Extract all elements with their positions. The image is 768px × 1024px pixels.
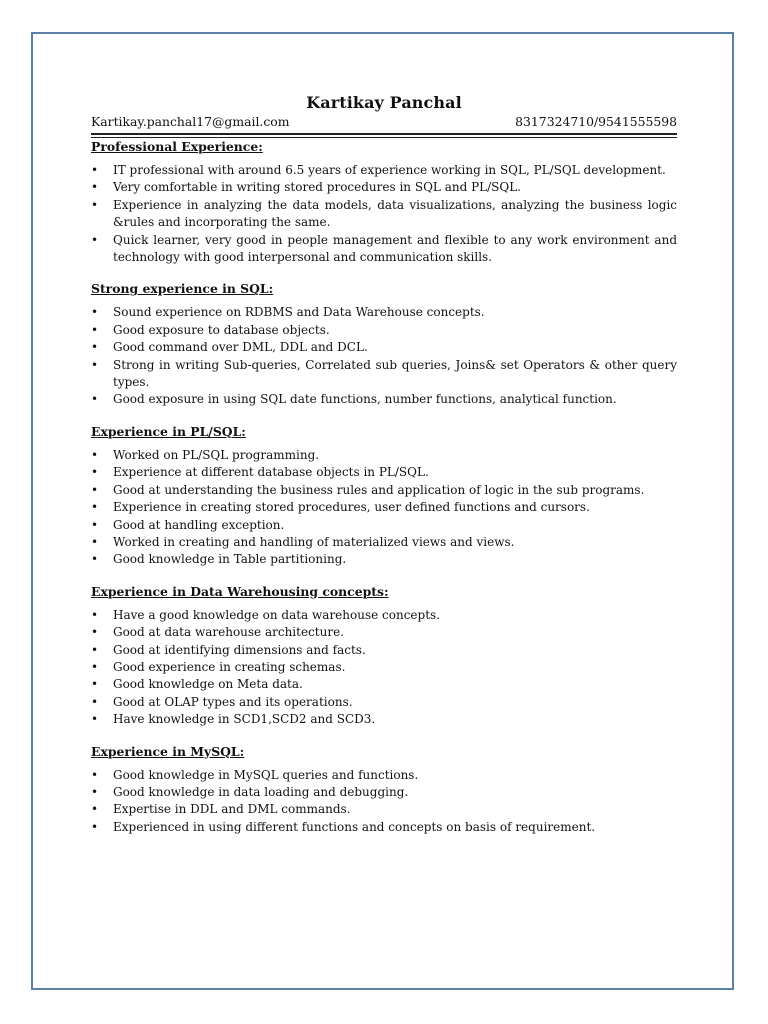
- section-title: Strong experience in SQL:: [91, 281, 274, 297]
- section: [91, 743, 677, 837]
- section: [91, 138, 677, 266]
- resume-content: [91, 92, 677, 836]
- phone-text: 8317324710/9541555598: [515, 114, 677, 129]
- sections-container: [91, 138, 677, 836]
- bullet-list: [91, 162, 677, 266]
- contact-row: [91, 114, 677, 132]
- bullet-item: • IT professional with around 6.5 years of experience working in SQL, PL/SQL development.: [91, 162, 677, 179]
- bullet-item: • Strong in writing Sub-queries, Correlated sub queries, Joins& set Operators & other query types.: [91, 357, 677, 392]
- bullet-item: • Good experience in creating schemas.: [91, 659, 677, 676]
- bullet-item: • Experienced in using different functions and concepts on basis of requirement.: [91, 819, 677, 836]
- bullet-item: • Expertise in DDL and DML commands.: [91, 801, 677, 818]
- bullet-item: • Very comfortable in writing stored procedures in SQL and PL/SQL.: [91, 179, 677, 196]
- section: [91, 423, 677, 569]
- bullet-item: • Have a good knowledge on data warehouse concepts.: [91, 607, 677, 624]
- bullet-item: • Have knowledge in SCD1,SCD2 and SCD3.: [91, 711, 677, 728]
- bullet-item: • Good command over DML, DDL and DCL.: [91, 339, 677, 356]
- bullet-item: • Worked in creating and handling of materialized views and views.: [91, 534, 677, 551]
- bullet-item: • Experience in creating stored procedures, user defined functions and cursors.: [91, 499, 677, 516]
- bullet-item: • Sound experience on RDBMS and Data Warehouse concepts.: [91, 304, 677, 321]
- bullet-item: • Good at handling exception.: [91, 517, 677, 534]
- bullet-item: • Good at data warehouse architecture.: [91, 624, 677, 641]
- bullet-list: [91, 607, 677, 729]
- candidate-name: Kartikay Panchal: [306, 93, 462, 112]
- bullet-item: • Worked on PL/SQL programming.: [91, 447, 677, 464]
- bullet-item: • Good at OLAP types and its operations.: [91, 694, 677, 711]
- bullet-item: • Good knowledge in data loading and debugging.: [91, 784, 677, 801]
- header-rule-thick: [91, 133, 677, 135]
- bullet-list: [91, 304, 677, 408]
- section: [91, 583, 677, 729]
- bullet-item: • Good knowledge in Table partitioning.: [91, 551, 677, 568]
- section: [91, 280, 677, 408]
- bullet-list: [91, 767, 677, 837]
- email-text: Kartikay.panchal17@gmail.com: [91, 114, 290, 129]
- section-title: Experience in Data Warehousing concepts:: [91, 583, 389, 599]
- bullet-item: • Good knowledge on Meta data.: [91, 676, 677, 693]
- bullet-item: • Good exposure to database objects.: [91, 322, 677, 339]
- section-title: Experience in PL/SQL:: [91, 423, 246, 439]
- bullet-item: • Good at understanding the business rules and application of logic in the sub programs.: [91, 482, 677, 499]
- section-title: Professional Experience:: [91, 139, 263, 154]
- bullet-item: • Good knowledge in MySQL queries and functions.: [91, 767, 677, 784]
- bullet-item: • Quick learner, very good in people management and flexible to any work environment and technology with good interpersonal and communication skills.: [91, 232, 677, 267]
- bullet-list: [91, 447, 677, 569]
- bullet-item: • Good at identifying dimensions and facts.: [91, 642, 677, 659]
- bullet-item: • Good exposure in using SQL date functions, number functions, analytical function.: [91, 391, 677, 408]
- bullet-item: • Experience in analyzing the data models, data visualizations, analyzing the business logic &rules and incorporating the same.: [91, 197, 677, 232]
- bullet-item: • Experience at different database objects in PL/SQL.: [91, 464, 677, 481]
- section-title: Experience in MySQL:: [91, 743, 245, 759]
